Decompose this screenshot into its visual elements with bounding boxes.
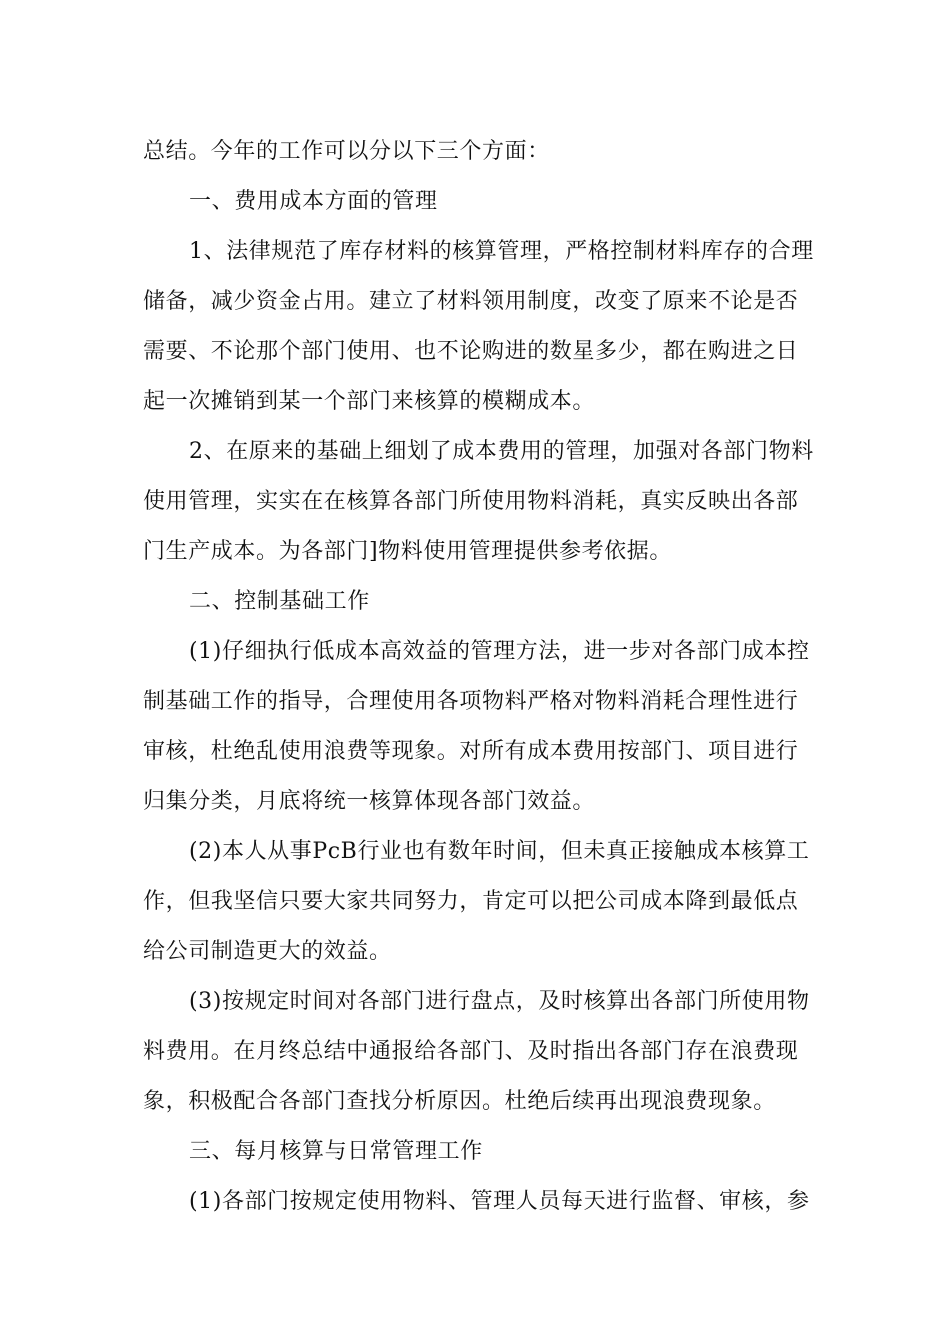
paragraph-line: 总结。今年的工作可以分以下三个方面： — [143, 139, 550, 164]
paragraph-line: 象，积极配合各部门查找分析原因。杜绝后续再出现浪费现象。 — [143, 1089, 776, 1114]
paragraph-line: 储备，减少资金占用。建立了材料领用制度，改变了原来不论是否 — [143, 289, 799, 314]
paragraph-line: 1、法律规范了库存材料的核算管理，严格控制材料库存的合理 — [189, 239, 814, 264]
paragraph-line: 作，但我坚信只要大家共同努力，肯定可以把公司成本降到最低点 — [143, 889, 799, 914]
paragraph-line: 料费用。在月终总结中通报给各部门、及时指出各部门存在浪费现 — [143, 1039, 799, 1064]
paragraph-line: 归集分类，月底将统一核算体现各部门效益。 — [143, 789, 596, 814]
paragraph-line: 2、在原来的基础上细划了成本费用的管理，加强对各部门物料 — [189, 439, 814, 464]
paragraph-line: 给公司制造更大的效益。 — [143, 939, 392, 964]
paragraph-line: 制基础工作的指导，合理使用各项物料严格对物料消耗合理性进行 — [143, 689, 799, 714]
section-heading: 三、每月核算与日常管理工作 — [189, 1139, 483, 1164]
paragraph-line: 起一次摊销到某一个部门来核算的模糊成本。 — [143, 389, 596, 414]
section-heading: 一、费用成本方面的管理 — [189, 189, 438, 214]
section-heading: 二、控制基础工作 — [189, 589, 370, 614]
paragraph-line: 门生产成本。为各部门]物料使用管理提供参考依据。 — [143, 539, 672, 564]
paragraph-line: (1)仔细执行低成本高效益的管理方法，进一步对各部门成本控 — [189, 639, 810, 664]
paragraph-line: 使用管理，实实在在核算各部门所使用物料消耗，真实反映出各部 — [143, 489, 799, 514]
paragraph-line: (2)本人从事PcB行业也有数年时间，但未真正接触成本核算工 — [189, 839, 810, 864]
paragraph-line: (3)按规定时间对各部门进行盘点，及时核算出各部门所使用物 — [189, 989, 810, 1014]
paragraph-line: (1)各部门按规定使用物料、管理人员每天进行监督、审核，参 — [189, 1189, 810, 1214]
paragraph-line: 需要、不论那个部门使用、也不论购进的数星多少，都在购进之日 — [143, 339, 799, 364]
paragraph-line: 审核，杜绝乱使用浪费等现象。对所有成本费用按部门、项目进行 — [143, 739, 799, 764]
